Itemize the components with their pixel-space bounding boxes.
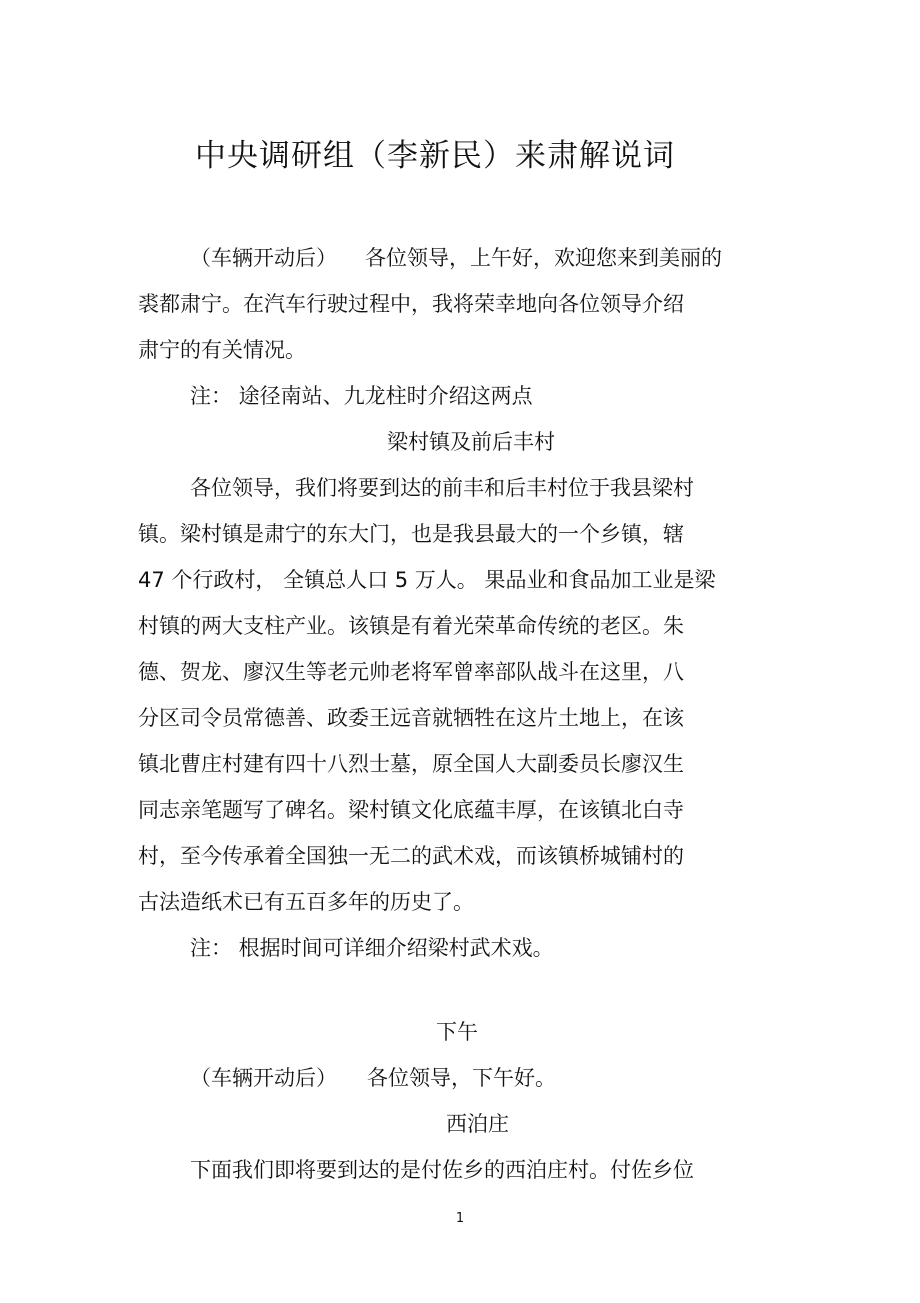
body-line: 各位领导，我们将要到达的前丰和后丰村位于我县梁村 <box>190 476 694 500</box>
note-route: 注： 途径南站、九龙柱时介绍这两点 <box>190 384 533 408</box>
morning-intro-line-2: 裘都肃宁。在汽车行驶过程中，我将荣幸地向各位领导介绍 <box>138 292 684 316</box>
morning-intro-prefix: （车辆开动后） <box>190 246 337 270</box>
body-line: 47 个行政村， 全镇总人口 5 万人。 果品业和食品加工业是梁 <box>138 568 716 592</box>
section-heading-liangcun: 梁村镇及前后丰村 <box>387 430 555 454</box>
body-line: 村镇的两大支柱产业。该镇是有着光荣革命传统的老区。朱 <box>138 614 684 638</box>
document-title: 中央调研组（李新民）来肃解说词 <box>195 138 675 174</box>
note-wushu-opera: 注： 根据时间可详细介绍梁村武术戏。 <box>190 936 554 960</box>
afternoon-body-line: 下面我们即将要到达的是付佐乡的西泊庄村。付佐乡位 <box>190 1158 694 1182</box>
body-line: 镇。梁村镇是肃宁的东大门，也是我县最大的一个乡镇，辖 <box>138 522 684 546</box>
afternoon-intro-prefix: （车辆开动后） <box>190 1066 337 1090</box>
body-line: 同志亲笔题写了碑名。梁村镇文化底蕴丰厚，在该镇北白寺 <box>138 798 684 822</box>
morning-intro-text: 各位领导，上午好，欢迎您来到美丽的 <box>365 246 722 270</box>
body-line: 分区司令员常德善、政委王远音就牺牲在这片土地上，在该 <box>138 706 684 730</box>
page-number: 1 <box>455 1211 465 1226</box>
morning-intro-line-1 <box>190 243 722 273</box>
body-line: 镇北曹庄村建有四十八烈士墓，原全国人大副委员长廖汉生 <box>138 752 684 776</box>
afternoon-intro-text: 各位领导，下午好。 <box>367 1066 556 1090</box>
afternoon-heading: 下午 <box>436 1020 478 1044</box>
section-heading-xibozhuang: 西泊庄 <box>446 1112 509 1136</box>
afternoon-intro-line <box>190 1063 556 1093</box>
body-line: 古法造纸术已有五百多年的历史了。 <box>138 890 474 914</box>
body-line: 村，至今传承着全国独一无二的武术戏，而该镇桥城铺村的 <box>138 844 684 868</box>
morning-intro-line-3: 肃宁的有关情况。 <box>138 338 306 362</box>
body-line: 德、贺龙、廖汉生等老元帅老将军曾率部队战斗在这里，八 <box>138 660 684 684</box>
